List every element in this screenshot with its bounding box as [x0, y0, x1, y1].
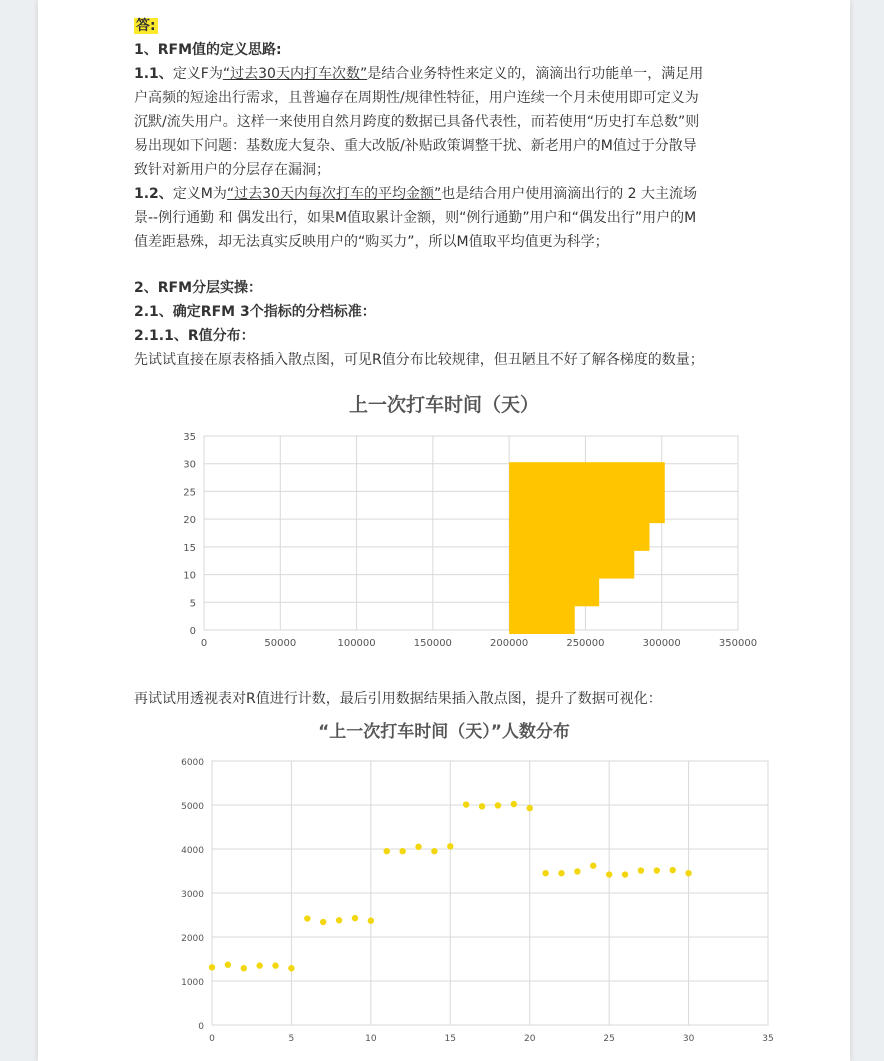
x-tick-label: 30 — [682, 1034, 695, 1044]
data-point — [590, 863, 596, 869]
data-point — [574, 868, 580, 874]
x-tick-label: 150000 — [413, 638, 452, 649]
spacer — [134, 254, 774, 276]
data-point — [638, 867, 644, 873]
data-point — [288, 965, 294, 971]
data-point — [352, 915, 358, 921]
data-point — [225, 962, 231, 968]
paragraph-1-1-line-1 — [134, 62, 774, 86]
p12-text-a: 定义M为 — [172, 186, 227, 202]
y-tick-label: 2000 — [181, 934, 204, 944]
y-tick-label: 15 — [183, 542, 196, 554]
document-page — [38, 0, 850, 1061]
y-tick-label: 0 — [189, 626, 196, 637]
paragraph-2-1-2: 再试试用透视表对R值进行计数，最后引用数据结果插入散点图，提升了数据可视化： — [134, 691, 662, 707]
data-point — [463, 801, 469, 807]
y-tick-label: 5 — [189, 598, 196, 610]
p12-prefix: 1.2、 — [134, 186, 173, 202]
x-tick-label: 200000 — [490, 638, 529, 649]
x-tick-label: 100000 — [337, 638, 376, 649]
data-point — [669, 867, 675, 873]
section-2-1-heading: 2.1、确定RFM 3个指标的分档标准： — [134, 304, 376, 320]
paragraph-1-1-line-4: 易出现如下问题：基数庞大复杂、重大改版/补贴政策调整干扰、新老用户的M值过于分散导 — [134, 138, 697, 154]
chart2-scatter — [38, 751, 850, 1051]
p11-quote: “过去30天内打车次数” — [222, 66, 368, 82]
data-point — [447, 843, 453, 849]
x-tick-label: 300000 — [642, 638, 681, 649]
p12-text-b: 也是结合用户使用滴滴出行的 2 大主流场 — [441, 186, 698, 202]
y-tick-label: 10 — [183, 570, 196, 582]
data-point — [415, 844, 421, 850]
paragraph-2-1-1: 先试试直接在原表格插入散点图，可见R值分布比较规律，但丑陋且不好了解各梯度的数量； — [134, 352, 704, 368]
y-tick-label: 6000 — [181, 758, 204, 768]
x-tick-label: 20 — [523, 1034, 536, 1044]
data-point — [431, 848, 437, 854]
data-point — [495, 802, 501, 808]
data-point — [256, 962, 262, 968]
data-band — [509, 462, 665, 523]
data-point — [272, 962, 278, 968]
x-tick-label: 15 — [444, 1034, 457, 1044]
paragraph-1-1-line-2: 户高频的短途出行需求，且普遍存在周期性/规律性特征，用户连续一个月未使用即可定义为 — [134, 90, 699, 106]
y-tick-label: 5000 — [181, 802, 204, 812]
data-point — [511, 801, 517, 807]
chart1-title: 上一次打车时间（天） — [348, 394, 539, 416]
y-tick-label: 0 — [198, 1022, 204, 1032]
p12-quote: “过去30天内每次打车的平均金额” — [226, 186, 442, 202]
x-tick-label: 350000 — [718, 638, 758, 649]
data-point — [320, 919, 326, 925]
p11-text-a: 定义F为 — [172, 66, 223, 82]
data-point — [558, 870, 564, 876]
x-tick-label: 5 — [288, 1034, 295, 1044]
data-point — [399, 848, 405, 854]
x-tick-label: 10 — [365, 1034, 377, 1044]
section-2-heading: 2、RFM分层实操： — [134, 280, 263, 296]
x-tick-label: 0 — [209, 1034, 215, 1044]
section-2-1-1-heading: 2.1.1、R值分布： — [134, 328, 255, 344]
p11-prefix: 1.1、 — [134, 66, 173, 82]
answer-label-line — [134, 14, 774, 38]
paragraph-1-2-line-1 — [134, 182, 774, 206]
y-tick-label: 35 — [183, 432, 196, 443]
data-point — [384, 848, 390, 854]
paragraph-1-1-line-5: 致针对新用户的分层存在漏洞； — [134, 162, 330, 178]
paragraph-1-2-line-2: 景--例行通勤 和 偶发出行，如果M值取累计金额，则“例行通勤”用户和“偶发出行”用户的M — [134, 210, 697, 226]
data-point — [368, 918, 374, 924]
data-point — [622, 871, 628, 877]
chart2-title: “上一次打车时间（天）”人数分布 — [318, 722, 570, 742]
data-point — [606, 871, 612, 877]
data-point — [654, 867, 660, 873]
x-tick-label: 35 — [762, 1034, 774, 1044]
paragraph-1-2-line-3: 值差距悬殊，却无法真实反映用户的“购买力”，所以M值取平均值更为科学； — [134, 234, 609, 250]
y-tick-label: 25 — [183, 487, 196, 499]
y-tick-label: 4000 — [181, 846, 204, 856]
document-content — [134, 14, 774, 372]
y-tick-label: 20 — [183, 515, 196, 527]
data-point — [241, 965, 247, 971]
data-point — [209, 964, 215, 970]
data-point — [479, 803, 485, 809]
paragraph-1-1-line-3: 沉默/流失用户。这样一来使用自然月跨度的数据已具备代表性，而若使用“历史打车总数”则 — [134, 114, 700, 130]
y-tick-label: 3000 — [181, 890, 204, 900]
x-tick-label: 0 — [200, 638, 208, 649]
chart1-scatter — [38, 424, 850, 694]
answer-label: 答: — [136, 18, 156, 34]
y-tick-label: 30 — [183, 459, 196, 471]
p11-text-b: 是结合业务特性来定义的，滴滴出行功能单一，满足用 — [367, 66, 704, 82]
data-point — [304, 915, 310, 921]
section-1-heading: 1、RFM值的定义思路: — [134, 42, 282, 58]
x-tick-label: 50000 — [264, 638, 297, 649]
data-point — [542, 870, 548, 876]
y-tick-label: 1000 — [181, 978, 204, 988]
data-point — [685, 870, 691, 876]
data-point — [336, 917, 342, 923]
x-tick-label: 25 — [603, 1034, 615, 1044]
data-point — [527, 805, 533, 811]
x-tick-label: 250000 — [566, 638, 605, 649]
